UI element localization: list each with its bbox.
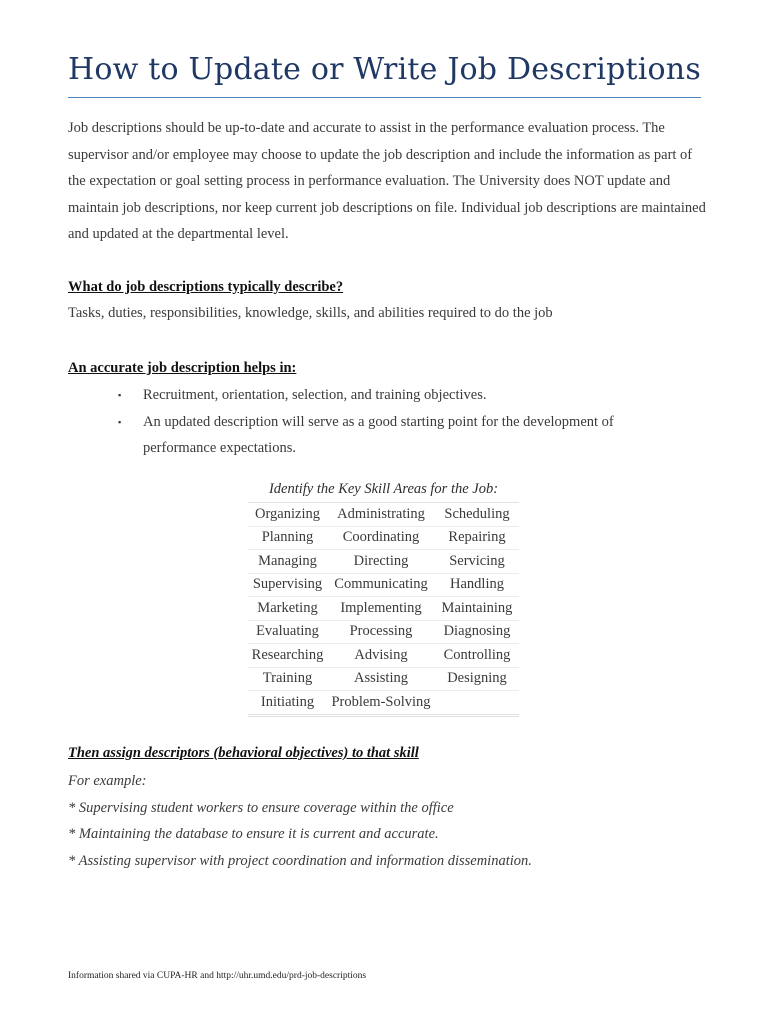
- bullet-text: An updated description will serve as a good starting point for the development of performance expectations.: [143, 413, 614, 457]
- footer-source-note: Information shared via CUPA-HR and http://uhr.umd.edu/prd-job-descriptions: [68, 971, 367, 981]
- skill-cell: Maintaining: [435, 597, 519, 621]
- describe-text: Tasks, duties, responsibilities, knowledge, skills, and abilities required to do the job: [68, 305, 553, 321]
- skill-cell: Servicing: [435, 550, 519, 574]
- skill-cell: Repairing: [435, 526, 519, 550]
- table-row: [248, 597, 519, 621]
- helps-heading: An accurate job description helps in:: [68, 360, 297, 376]
- table-row: [248, 620, 519, 644]
- list-item: [118, 409, 678, 462]
- list-item: * Assisting supervisor with project coordination and information dissemination.: [68, 852, 532, 869]
- table-row: [248, 644, 519, 668]
- helps-bullet-list: [118, 382, 678, 462]
- skill-cell: Handling: [435, 573, 519, 597]
- table-row: [248, 667, 519, 691]
- table-row: [248, 526, 519, 550]
- table-row: [248, 691, 519, 716]
- page-title: How to Update or Write Job Descriptions: [68, 52, 701, 87]
- bullet-text: Recruitment, orientation, selection, and training objectives.: [143, 387, 487, 403]
- skill-cell: Coordinating: [327, 526, 435, 550]
- skill-cell: Assisting: [327, 667, 435, 691]
- list-item: * Maintaining the database to ensure it is current and accurate.: [68, 826, 439, 843]
- skill-cell: Planning: [248, 526, 327, 550]
- list-item: * Supervising student workers to ensure coverage within the office: [68, 799, 454, 816]
- skill-cell: Managing: [248, 550, 327, 574]
- bullet-icon: ▪: [118, 390, 122, 400]
- bullet-icon: ▪: [118, 416, 122, 427]
- skill-cell: Problem-Solving: [327, 691, 435, 716]
- skill-cell: Communicating: [327, 573, 435, 597]
- skill-cell: Administrating: [327, 503, 435, 527]
- skill-cell: Training: [248, 667, 327, 691]
- examples-heading: Then assign descriptors (behavioral objectives) to that skill: [68, 745, 419, 761]
- skill-cell: [435, 691, 519, 716]
- intro-paragraph: Job descriptions should be up-to-date and accurate to assist in the performance evaluation process. The supervisor and/or employee may choose to update the job description and include the information as part of the expectation or goal setting process in performance evaluation. The University does NOT update and maintain job descriptions, nor keep current job descriptions on file. Individual job descriptions are maintained and updated at the departmental level.: [68, 120, 706, 243]
- table-row: [248, 503, 519, 527]
- skill-cell: Supervising: [248, 573, 327, 597]
- title-divider: [68, 97, 701, 98]
- table-row: [248, 550, 519, 574]
- skills-table: [248, 502, 519, 717]
- skill-cell: Organizing: [248, 503, 327, 527]
- examples-list: [68, 768, 532, 874]
- skill-cell: Implementing: [327, 597, 435, 621]
- skill-cell: Researching: [248, 644, 327, 668]
- skill-cell: Scheduling: [435, 503, 519, 527]
- skill-cell: Designing: [435, 667, 519, 691]
- list-item: [118, 382, 678, 409]
- skill-cell: Processing: [327, 620, 435, 644]
- skill-cell: Directing: [327, 550, 435, 574]
- skill-cell: Evaluating: [248, 620, 327, 644]
- skill-cell: Diagnosing: [435, 620, 519, 644]
- examples-intro: For example:: [68, 773, 147, 789]
- skill-cell: Marketing: [248, 597, 327, 621]
- skill-cell: Initiating: [248, 691, 327, 716]
- skills-table-caption: Identify the Key Skill Areas for the Job:: [268, 481, 499, 497]
- table-row: [248, 573, 519, 597]
- skill-cell: Advising: [327, 644, 435, 668]
- skill-cell: Controlling: [435, 644, 519, 668]
- describe-heading: What do job descriptions typically describe?: [68, 279, 344, 295]
